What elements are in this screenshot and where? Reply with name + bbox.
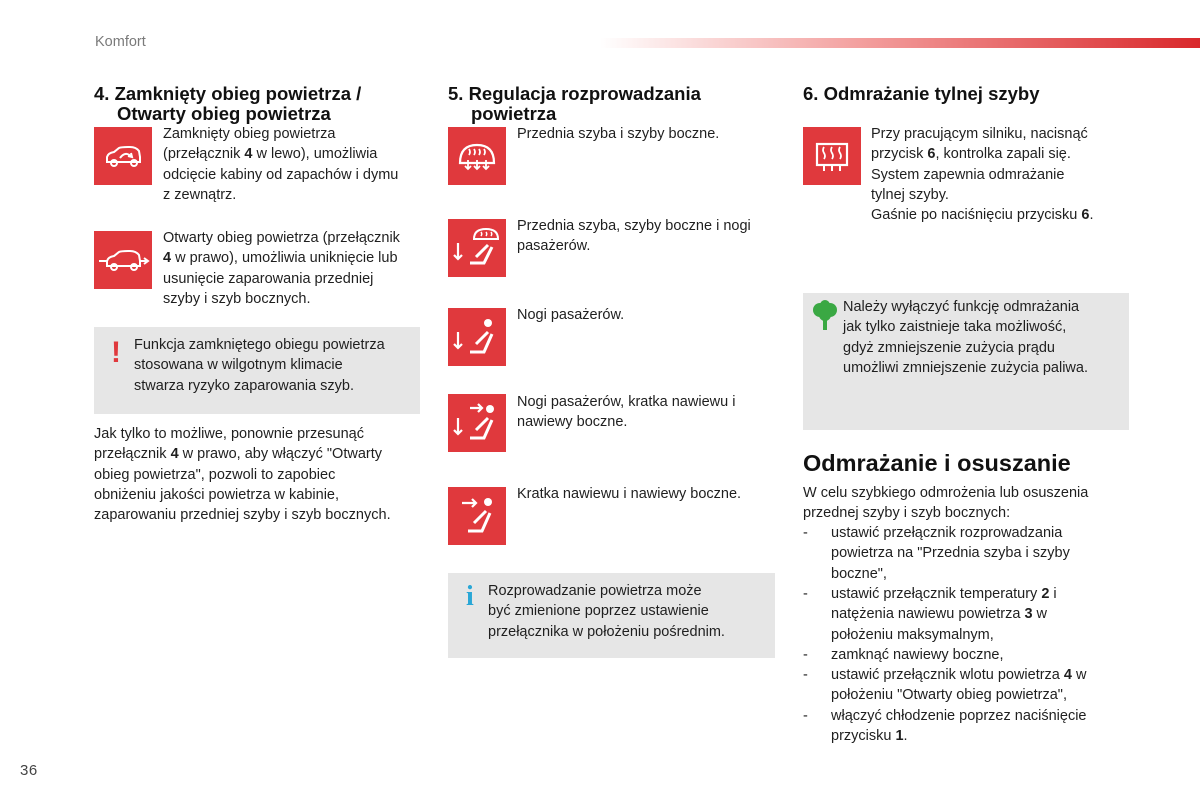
text-line: położeniu maksymalnym, xyxy=(831,626,994,643)
section-title-line1: 5. Regulacja rozprowadzania xyxy=(448,83,701,104)
text-line: Kratka nawiewu i nawiewy boczne. xyxy=(517,486,742,502)
text-line: Nogi pasażerów, kratka nawiewu i xyxy=(517,394,736,410)
list-item xyxy=(803,523,1131,584)
text-line: powietrza na "Przednia szyba i szyby xyxy=(831,545,1070,562)
feet-and-vents-icon xyxy=(448,394,506,452)
text-line: Przednia szyba, szyby boczne i nogi xyxy=(517,218,751,234)
text-line: pasażerów. xyxy=(517,238,591,255)
info-icon: i xyxy=(466,581,474,612)
air-distribution-text-3 xyxy=(517,305,775,325)
list-item xyxy=(803,706,1131,747)
text-span: ustawić przełącznik wlotu powietrza xyxy=(831,667,1064,683)
list-item xyxy=(803,665,1131,706)
text-span: w xyxy=(1032,606,1048,623)
exclamation-icon: ! xyxy=(111,336,121,369)
switch-number: 4 xyxy=(170,446,179,463)
text-line xyxy=(871,144,1131,164)
text-line: Rozprowadzanie powietrza może xyxy=(488,583,702,599)
section-title-line2: Otwarty obieg powietrza xyxy=(117,103,331,124)
switch-number: 4 xyxy=(163,250,172,267)
text-line xyxy=(163,144,423,164)
text-line xyxy=(831,665,1121,685)
air-distribution-text-5 xyxy=(517,484,775,504)
defrost-demist-heading: Odmrażanie i osuszanie xyxy=(803,450,1071,476)
text-span: przełącznik xyxy=(94,446,171,463)
text-line: W celu szybkiego odmrożenia lub osuszenia xyxy=(803,485,1089,501)
text-line: położeniu "Otwarty obieg powietrza", xyxy=(831,687,1067,704)
text-line: zamknąć nawiewy boczne, xyxy=(831,647,1004,663)
warning-note xyxy=(94,327,420,414)
text-line: Przy pracującym silniku, nacisnąć xyxy=(871,126,1088,142)
text-span: . xyxy=(1089,207,1094,224)
section-title-air-distribution xyxy=(448,84,701,124)
text-line: Należy wyłączyć funkcję odmrażania xyxy=(843,299,1080,315)
text-span: w prawo), umożliwia uniknięcie lub xyxy=(171,250,398,267)
text-span: w lewo), umożliwia xyxy=(252,146,378,163)
list-dash: - xyxy=(803,667,808,683)
defrost-intro xyxy=(803,483,1131,524)
text-line xyxy=(831,726,1121,746)
rear-defrost-text xyxy=(871,124,1131,225)
text-line: Jak tylko to możliwe, ponownie przesunąć xyxy=(94,426,364,442)
text-line xyxy=(94,444,424,464)
list-dash: - xyxy=(803,708,808,724)
text-line: Przednia szyba i szyby boczne. xyxy=(517,126,720,142)
text-span: przycisk xyxy=(871,146,928,163)
windscreen-defrost-icon xyxy=(448,127,506,185)
list-dash: - xyxy=(803,647,808,663)
recirculation-open-text xyxy=(163,228,425,309)
text-span: i xyxy=(1049,586,1057,602)
text-span: przycisku xyxy=(831,728,896,745)
text-line: zaparowaniu przedniej szyby i szyb bocznych. xyxy=(94,507,391,524)
section-title-line2: powietrza xyxy=(471,103,557,124)
text-line: Zamknięty obieg powietrza xyxy=(163,126,336,142)
switch-number: 4 xyxy=(244,146,253,163)
button-number: 1 xyxy=(895,728,904,745)
text-line: obniżeniu jakości powietrza w kabinie, xyxy=(94,486,340,503)
text-line: przełącznika w położeniu pośrednim. xyxy=(488,623,725,640)
section-title-line1: 4. Zamknięty obieg powietrza / xyxy=(94,83,362,104)
recirculation-advice-paragraph xyxy=(94,424,424,525)
text-line: System zapewnia odmrażanie xyxy=(871,166,1065,183)
text-span: ustawić przełącznik temperatury xyxy=(831,586,1042,602)
recirculation-open-icon xyxy=(94,231,152,289)
text-span: w prawo, aby włączyć "Otwarty xyxy=(178,446,383,463)
windscreen-and-feet-icon xyxy=(448,219,506,277)
vents-airflow-icon xyxy=(448,487,506,545)
text-line: umożliwi zmniejszenie zużycia paliwa. xyxy=(843,359,1088,376)
text-line: jak tylko zaistnieje taka możliwość, xyxy=(843,319,1067,336)
text-line: Funkcja zamkniętego obiegu powietrza xyxy=(134,337,385,353)
button-number: 6 xyxy=(927,146,936,163)
eco-tree-icon xyxy=(811,300,839,332)
text-span: , kontrolka zapali się. xyxy=(935,146,1071,163)
air-distribution-text-4 xyxy=(517,392,775,433)
text-line: Otwarty obieg powietrza (przełącznik xyxy=(163,230,400,246)
text-span: (przełącznik xyxy=(163,146,245,163)
text-line: odcięcie kabiny od zapachów i dymu xyxy=(163,166,399,183)
text-line: nawiewy boczne. xyxy=(517,414,628,431)
text-line xyxy=(163,248,425,268)
text-line: gdyż zmniejszenie zużycia prądu xyxy=(843,339,1055,356)
section-header: Komfort xyxy=(95,34,146,50)
text-line xyxy=(831,604,1121,624)
text-line xyxy=(831,584,1121,604)
text-line: z zewnątrz. xyxy=(163,186,237,203)
text-line: włączyć chłodzenie poprzez naciśnięcie xyxy=(831,708,1087,724)
text-line xyxy=(871,205,1131,225)
text-line: ustawić przełącznik rozprowadzania xyxy=(831,525,1063,541)
section-title-rear-defrost: 6. Odmrażanie tylnej szyby xyxy=(803,83,1040,104)
list-item xyxy=(803,584,1131,645)
text-span: natężenia nawiewu powietrza xyxy=(831,606,1025,623)
air-distribution-text-1 xyxy=(517,124,772,144)
list-item xyxy=(803,645,1131,665)
switch-number: 2 xyxy=(1041,586,1050,602)
switch-number: 3 xyxy=(1024,606,1033,623)
text-line: szyby i szyb bocznych. xyxy=(163,290,311,307)
switch-number: 4 xyxy=(1063,667,1072,683)
text-line: być zmienione poprzez ustawienie xyxy=(488,603,709,620)
section-title-recirculation xyxy=(94,84,361,124)
text-line: przednej szyby i szyb bocznych: xyxy=(803,505,1011,522)
rear-window-defrost-icon xyxy=(803,127,861,185)
page-number: 36 xyxy=(20,762,38,779)
text-line: stwarza ryzyko zaparowania szyb. xyxy=(134,377,354,394)
recirculation-closed-text xyxy=(163,124,423,205)
text-span: w xyxy=(1071,667,1087,683)
text-span: . xyxy=(903,728,908,745)
feet-airflow-icon xyxy=(448,308,506,366)
text-span: Gaśnie po naciśnięciu przycisku xyxy=(871,207,1082,224)
header-accent-bar xyxy=(600,38,1200,48)
text-line: Nogi pasażerów. xyxy=(517,307,625,323)
text-line: usunięcie zaparowania przedniej xyxy=(163,270,374,287)
text-line: tylnej szyby. xyxy=(871,186,949,203)
text-line: obieg powietrza", pozwoli to zapobiec xyxy=(94,466,336,483)
list-dash: - xyxy=(803,586,808,602)
button-number: 6 xyxy=(1081,207,1090,224)
text-line: boczne", xyxy=(831,565,887,582)
recirculation-closed-icon xyxy=(94,127,152,185)
info-note xyxy=(448,573,775,658)
air-distribution-text-2 xyxy=(517,216,775,257)
eco-note xyxy=(803,293,1129,430)
list-dash: - xyxy=(803,525,808,541)
text-line: stosowana w wilgotnym klimacie xyxy=(134,357,343,374)
